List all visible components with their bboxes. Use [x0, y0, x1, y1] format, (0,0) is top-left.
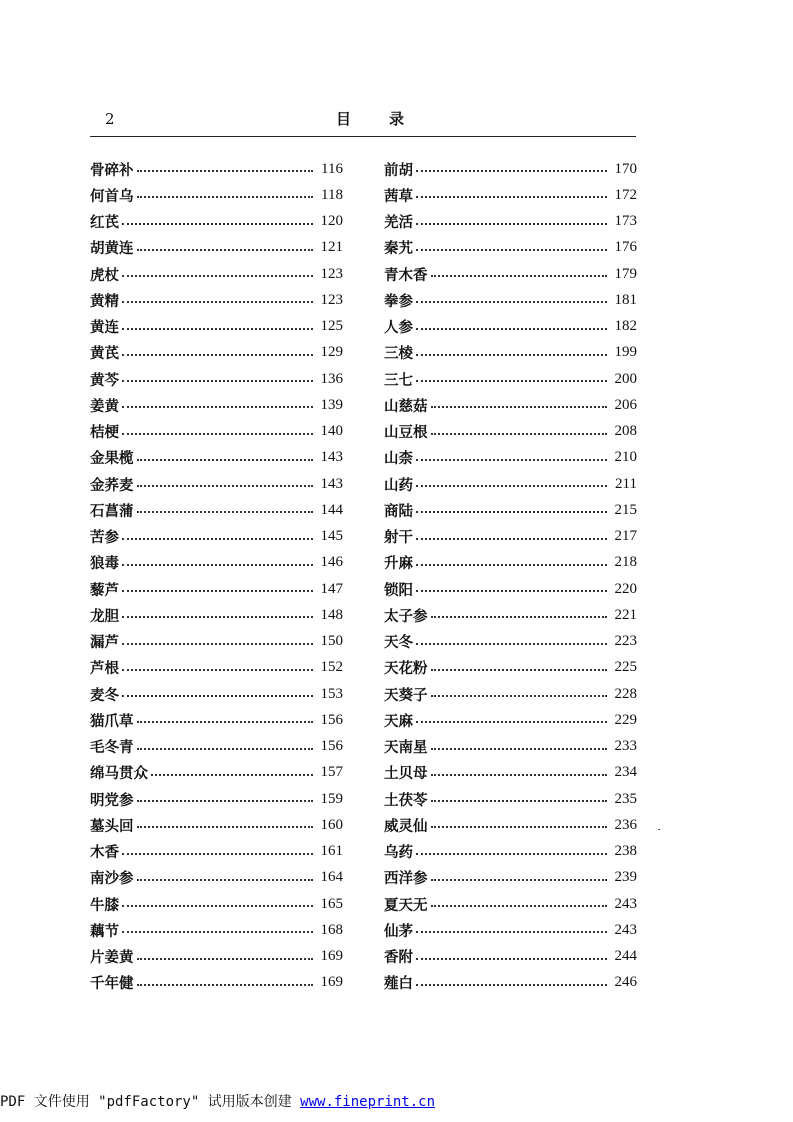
- entry-page: 210: [614, 449, 637, 466]
- entry-page: 182: [614, 318, 637, 335]
- dot-leader: [416, 223, 607, 225]
- dot-leader: [122, 223, 313, 225]
- entry-page: 238: [614, 843, 637, 860]
- entry-page: 121: [320, 239, 343, 256]
- toc-entry[interactable]: [90, 760, 343, 786]
- entry-name: 天花粉: [384, 660, 428, 678]
- toc-entry[interactable]: [384, 445, 637, 471]
- entry-name: 三棱: [384, 345, 413, 363]
- entry-page: 234: [614, 764, 637, 781]
- entry-name: 薤白: [384, 975, 413, 993]
- entry-name: 麦冬: [90, 686, 119, 704]
- toc-entry[interactable]: [384, 524, 637, 550]
- toc-entry[interactable]: [384, 602, 637, 628]
- toc-entry[interactable]: [384, 944, 637, 970]
- toc-entry[interactable]: [384, 366, 637, 392]
- dot-leader: [137, 459, 314, 461]
- entry-name: 西洋参: [384, 870, 428, 888]
- dot-leader: [137, 249, 314, 251]
- dot-leader: [122, 538, 313, 540]
- entry-name: 木香: [90, 844, 119, 862]
- toc-entry[interactable]: [90, 419, 343, 445]
- toc-entry[interactable]: [384, 550, 637, 576]
- entry-page: 140: [320, 423, 343, 440]
- entry-name: 千年健: [90, 975, 134, 993]
- dot-leader: [416, 590, 607, 592]
- entry-page: 229: [614, 711, 637, 728]
- entry-name: 牛膝: [90, 896, 119, 914]
- scan-speck: [658, 829, 660, 830]
- dot-leader: [137, 958, 314, 960]
- toc-entry[interactable]: [90, 786, 343, 812]
- toc-entry[interactable]: [90, 707, 343, 733]
- entry-page: 211: [615, 475, 637, 492]
- toc-entry[interactable]: [90, 497, 343, 523]
- entry-name: 前胡: [384, 161, 413, 179]
- entry-page: 176: [614, 239, 637, 256]
- entry-page: 136: [320, 370, 343, 387]
- toc-entry[interactable]: [90, 366, 343, 392]
- entry-page: 125: [320, 318, 343, 335]
- dot-leader: [416, 328, 607, 330]
- entry-page: 143: [320, 449, 343, 466]
- toc-entry[interactable]: [90, 471, 343, 497]
- entry-name: 何首乌: [90, 187, 134, 205]
- entry-name: 金荞麦: [90, 476, 134, 494]
- dot-leader: [122, 564, 313, 566]
- dot-leader: [431, 879, 608, 881]
- entry-page: 236: [614, 816, 637, 833]
- entry-page: 118: [321, 186, 343, 203]
- entry-name: 龙胆: [90, 607, 119, 625]
- toc-entry[interactable]: [90, 182, 343, 208]
- toc-entry[interactable]: [384, 786, 637, 812]
- entry-page: 148: [320, 606, 343, 623]
- dot-leader: [137, 196, 314, 198]
- entry-name: 威灵仙: [384, 817, 428, 835]
- dot-leader: [431, 406, 608, 408]
- dot-leader: [431, 616, 608, 618]
- entry-name: 黄精: [90, 292, 119, 310]
- entry-name: 黄连: [90, 319, 119, 337]
- entry-page: 143: [320, 475, 343, 492]
- entry-page: 123: [320, 265, 343, 282]
- toc-entry[interactable]: [90, 156, 343, 182]
- dot-leader: [122, 301, 313, 303]
- dot-leader: [137, 800, 314, 802]
- toc-entry[interactable]: [384, 970, 637, 996]
- entry-page: 116: [321, 160, 343, 177]
- entry-name: 桔梗: [90, 424, 119, 442]
- dot-leader: [122, 406, 313, 408]
- entry-name: 姜黄: [90, 397, 119, 415]
- toc-entry[interactable]: [384, 917, 637, 943]
- dot-leader: [122, 853, 313, 855]
- dot-leader: [137, 984, 314, 986]
- toc-entry[interactable]: [384, 891, 637, 917]
- toc-entry[interactable]: [384, 340, 637, 366]
- dot-leader: [431, 774, 608, 776]
- entry-name: 升麻: [384, 555, 413, 573]
- toc-entry[interactable]: [384, 182, 637, 208]
- entry-name: 天麻: [384, 712, 413, 730]
- dot-leader: [416, 459, 607, 461]
- entry-name: 人参: [384, 319, 413, 337]
- toc-left-column: [90, 156, 343, 996]
- toc-entry[interactable]: [90, 917, 343, 943]
- toc-entry[interactable]: [384, 760, 637, 786]
- toc-entry[interactable]: [90, 445, 343, 471]
- entry-name: 太子参: [384, 607, 428, 625]
- entry-page: 239: [614, 869, 637, 886]
- dot-leader: [137, 485, 314, 487]
- toc-entry[interactable]: [384, 865, 637, 891]
- footer-link[interactable]: www.fineprint.cn: [300, 1094, 436, 1110]
- entry-name: 锁阳: [384, 581, 413, 599]
- dot-leader: [431, 433, 608, 435]
- dot-leader: [122, 695, 313, 697]
- entry-page: 147: [320, 580, 343, 597]
- entry-page: 169: [320, 948, 343, 965]
- toc-entry[interactable]: [90, 891, 343, 917]
- entry-name: 天葵子: [384, 686, 428, 704]
- entry-page: 200: [614, 370, 637, 387]
- entry-name: 夏天无: [384, 896, 428, 914]
- entry-name: 黄芪: [90, 345, 119, 363]
- page-title: 目录: [336, 110, 443, 128]
- entry-name: 山豆根: [384, 424, 428, 442]
- dot-leader: [151, 774, 313, 776]
- toc-entry[interactable]: [384, 419, 637, 445]
- toc-entry[interactable]: [90, 655, 343, 681]
- toc-entry[interactable]: [384, 314, 637, 340]
- entry-name: 射干: [384, 529, 413, 547]
- entry-name: 狼毒: [90, 555, 119, 573]
- entry-name: 石菖蒲: [90, 502, 134, 520]
- entry-page: 165: [320, 895, 343, 912]
- entry-name: 香附: [384, 949, 413, 967]
- toc-entry[interactable]: [90, 944, 343, 970]
- entry-page: 153: [320, 685, 343, 702]
- entry-page: 156: [320, 711, 343, 728]
- entry-page: 220: [614, 580, 637, 597]
- entry-name: 虎杖: [90, 266, 119, 284]
- entry-name: 明党参: [90, 791, 134, 809]
- entry-page: 129: [320, 344, 343, 361]
- dot-leader: [122, 275, 313, 277]
- dot-leader: [122, 643, 313, 645]
- dot-leader: [122, 669, 313, 671]
- toc-entry[interactable]: [90, 865, 343, 891]
- toc-entry[interactable]: [384, 681, 637, 707]
- toc-entry[interactable]: [90, 970, 343, 996]
- dot-leader: [416, 301, 607, 303]
- entry-page: 215: [614, 501, 637, 518]
- entry-page: 164: [320, 869, 343, 886]
- dot-leader: [416, 564, 607, 566]
- entry-page: 173: [614, 213, 637, 230]
- dot-leader: [137, 879, 314, 881]
- entry-page: 221: [614, 606, 637, 623]
- toc-entry[interactable]: [384, 655, 637, 681]
- entry-name: 土茯苓: [384, 791, 428, 809]
- dot-leader: [416, 354, 607, 356]
- toc-entry[interactable]: [90, 340, 343, 366]
- dot-leader: [416, 485, 607, 487]
- entry-name: 骨碎补: [90, 161, 134, 179]
- toc-entry[interactable]: [90, 314, 343, 340]
- entry-name: 三七: [384, 371, 413, 389]
- entry-page: 168: [320, 921, 343, 938]
- entry-name: 仙茅: [384, 922, 413, 940]
- entry-name: 山药: [384, 476, 413, 494]
- dot-leader: [431, 669, 608, 671]
- dot-leader: [431, 275, 608, 277]
- dot-leader: [431, 800, 608, 802]
- entry-page: 225: [614, 659, 637, 676]
- toc-entry[interactable]: [384, 576, 637, 602]
- entry-page: 169: [320, 974, 343, 991]
- entry-name: 羌活: [384, 214, 413, 232]
- dot-leader: [416, 853, 607, 855]
- toc-entry[interactable]: [90, 261, 343, 287]
- entry-page: 243: [614, 895, 637, 912]
- entry-page: 233: [614, 738, 637, 755]
- toc-entry[interactable]: [384, 156, 637, 182]
- dot-leader: [416, 196, 607, 198]
- entry-page: 181: [614, 291, 637, 308]
- entry-name: 天冬: [384, 634, 413, 652]
- entry-page: 179: [614, 265, 637, 282]
- entry-page: 223: [614, 633, 637, 650]
- toc-entry[interactable]: [384, 629, 637, 655]
- entry-name: 毛冬青: [90, 739, 134, 757]
- entry-name: 墓头回: [90, 817, 134, 835]
- entry-page: 150: [320, 633, 343, 650]
- entry-name: 藜芦: [90, 581, 119, 599]
- watermark-footer: [0, 1091, 435, 1111]
- toc-entry[interactable]: [384, 235, 637, 261]
- toc-entry[interactable]: [90, 576, 343, 602]
- entry-name: 黄芩: [90, 371, 119, 389]
- dot-leader: [137, 826, 314, 828]
- dot-leader: [137, 748, 314, 750]
- entry-page: 139: [320, 396, 343, 413]
- toc-entry[interactable]: [90, 524, 343, 550]
- toc-entry[interactable]: [384, 471, 637, 497]
- dot-leader: [416, 249, 607, 251]
- entry-page: 246: [614, 974, 637, 991]
- toc-entry[interactable]: [90, 681, 343, 707]
- dot-leader: [137, 170, 314, 172]
- entry-page: 218: [614, 554, 637, 571]
- entry-page: 120: [320, 213, 343, 230]
- dot-leader: [431, 695, 608, 697]
- dot-leader: [122, 380, 313, 382]
- entry-page: 160: [320, 816, 343, 833]
- dot-leader: [416, 170, 607, 172]
- entry-name: 芦根: [90, 660, 119, 678]
- toc-entry[interactable]: [90, 550, 343, 576]
- toc-entry[interactable]: [90, 235, 343, 261]
- dot-leader: [416, 538, 607, 540]
- dot-leader: [431, 826, 608, 828]
- toc-right-column: [384, 156, 637, 996]
- dot-leader: [122, 931, 313, 933]
- entry-name: 藕节: [90, 922, 119, 940]
- entry-name: 胡黄连: [90, 240, 134, 258]
- header-rule: [90, 136, 636, 137]
- entry-name: 拳参: [384, 292, 413, 310]
- toc-entry[interactable]: [384, 497, 637, 523]
- entry-page: 172: [614, 186, 637, 203]
- toc-entry[interactable]: [384, 392, 637, 418]
- page-number: 2: [105, 110, 115, 128]
- toc-entry[interactable]: [90, 629, 343, 655]
- entry-name: 茜草: [384, 187, 413, 205]
- dot-leader: [416, 643, 607, 645]
- entry-name: 山慈菇: [384, 397, 428, 415]
- entry-page: 170: [614, 160, 637, 177]
- dot-leader: [137, 511, 314, 513]
- dot-leader: [122, 328, 313, 330]
- toc-entry[interactable]: [90, 392, 343, 418]
- entry-page: 145: [320, 528, 343, 545]
- entry-name: 乌药: [384, 844, 413, 862]
- dot-leader: [122, 616, 313, 618]
- toc-entry[interactable]: [90, 812, 343, 838]
- entry-name: 红芪: [90, 214, 119, 232]
- dot-leader: [416, 931, 607, 933]
- entry-page: 208: [614, 423, 637, 440]
- entry-page: 235: [614, 790, 637, 807]
- toc-entry[interactable]: [90, 209, 343, 235]
- toc-entry[interactable]: [90, 602, 343, 628]
- entry-name: 苦参: [90, 529, 119, 547]
- dot-leader: [122, 354, 313, 356]
- dot-leader: [431, 905, 608, 907]
- entry-page: 157: [320, 764, 343, 781]
- dot-leader: [122, 590, 313, 592]
- dot-leader: [416, 380, 607, 382]
- toc-entry[interactable]: [90, 839, 343, 865]
- entry-name: 南沙参: [90, 870, 134, 888]
- entry-page: 144: [320, 501, 343, 518]
- entry-name: 山柰: [384, 450, 413, 468]
- toc-entry[interactable]: [384, 287, 637, 313]
- dot-leader: [137, 721, 314, 723]
- entry-page: 206: [614, 396, 637, 413]
- toc-entry[interactable]: [384, 261, 637, 287]
- entry-page: 123: [320, 291, 343, 308]
- entry-name: 绵马贯众: [90, 765, 148, 783]
- dot-leader: [416, 984, 607, 986]
- footer-text: PDF 文件使用 "pdfFactory" 试用版本创建: [0, 1094, 301, 1110]
- toc-entry[interactable]: [90, 734, 343, 760]
- entry-page: 161: [320, 843, 343, 860]
- toc-entry[interactable]: [384, 839, 637, 865]
- entry-page: 146: [320, 554, 343, 571]
- entry-name: 秦艽: [384, 240, 413, 258]
- entry-name: 片姜黄: [90, 949, 134, 967]
- entry-page: 152: [320, 659, 343, 676]
- entry-page: 217: [614, 528, 637, 545]
- entry-page: 159: [320, 790, 343, 807]
- entry-name: 土贝母: [384, 765, 428, 783]
- toc-entry[interactable]: [384, 734, 637, 760]
- dot-leader: [416, 958, 607, 960]
- entry-name: 猫爪草: [90, 712, 134, 730]
- dot-leader: [122, 433, 313, 435]
- entry-name: 青木香: [384, 266, 428, 284]
- entry-page: 228: [614, 685, 637, 702]
- entry-page: 156: [320, 738, 343, 755]
- entry-name: 金果榄: [90, 450, 134, 468]
- dot-leader: [431, 748, 608, 750]
- toc-entry[interactable]: [384, 209, 637, 235]
- dot-leader: [416, 511, 607, 513]
- entry-page: 199: [614, 344, 637, 361]
- toc-entry[interactable]: [384, 812, 637, 838]
- toc-entry[interactable]: [384, 707, 637, 733]
- entry-name: 天南星: [384, 739, 428, 757]
- entry-page: 244: [614, 948, 637, 965]
- entry-name: 漏芦: [90, 634, 119, 652]
- toc-entry[interactable]: [90, 287, 343, 313]
- entry-name: 商陆: [384, 502, 413, 520]
- dot-leader: [122, 905, 313, 907]
- dot-leader: [416, 721, 607, 723]
- entry-page: 243: [614, 921, 637, 938]
